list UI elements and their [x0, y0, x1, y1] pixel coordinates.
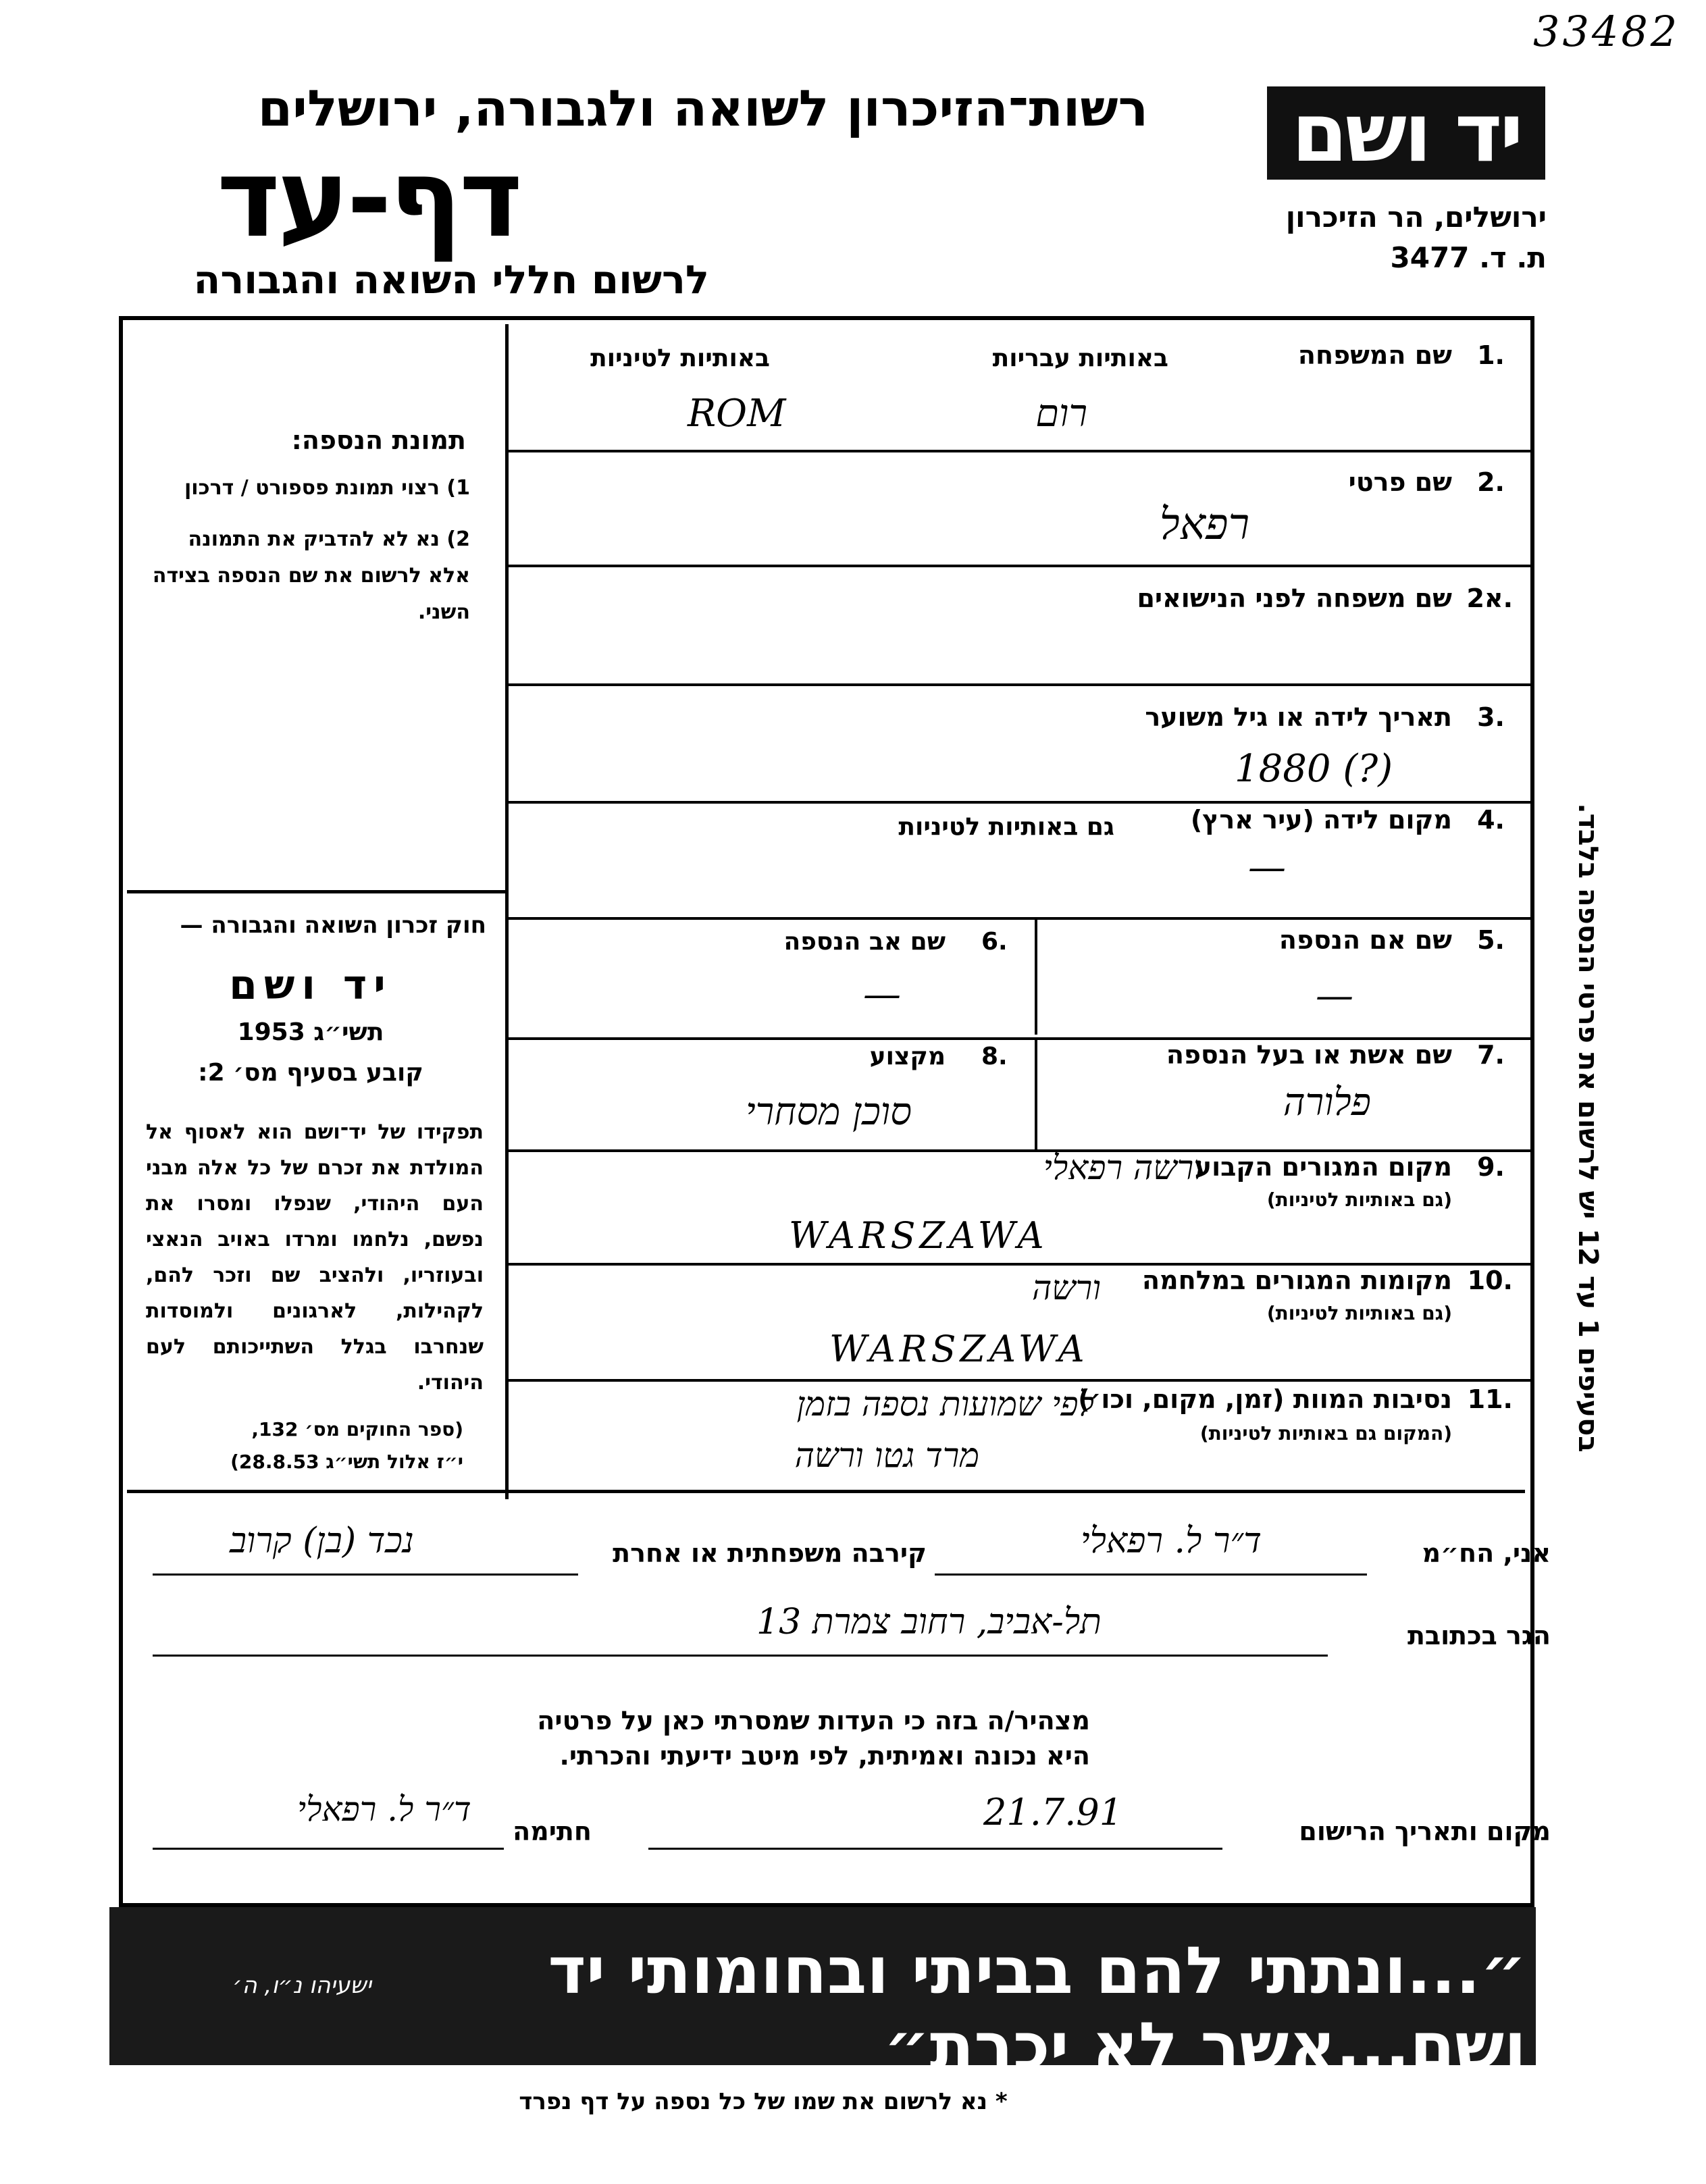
- wartime-residence-hebrew-value: ורשה: [1031, 1268, 1101, 1307]
- mother-name-label: שם אם הנספה: [1278, 925, 1452, 955]
- photo-instruction-1: 1) רצוי תמונת פספורט / דרכון: [184, 476, 470, 500]
- statement-line-1: מצהיר/ה בזה כי העדות שמסרתי כאן על פרטיה: [537, 1706, 1090, 1736]
- field-row-parents[interactable]: [505, 920, 1533, 1040]
- field-label: מקום לידה (עיר ארץ): [1190, 805, 1452, 835]
- field-row-birth-place[interactable]: [505, 804, 1533, 920]
- field-number: 1.: [1477, 340, 1505, 370]
- place-date-label: מקום ותאריך הרישום: [1299, 1817, 1551, 1846]
- family-name-hebrew-value: רום: [1035, 392, 1087, 436]
- field-row-spouse-profession[interactable]: [505, 1040, 1533, 1152]
- footer-note: * נא לרשום את שמו של כל נספה על דף נפרד: [519, 2088, 1008, 2115]
- field-row-family-name[interactable]: [505, 324, 1533, 452]
- declarant-label: אני, הח״מ: [1422, 1538, 1551, 1568]
- photo-instruction-2a: 2) נא לא להדביק את התמונה: [188, 527, 470, 551]
- field-label: תאריך לידה או גיל משוער: [1145, 702, 1452, 732]
- document-number: 33482: [1533, 7, 1680, 56]
- father-name-value: —: [863, 972, 901, 1016]
- column-divider-5-6: [1035, 920, 1037, 1035]
- field-row-first-name[interactable]: [505, 452, 1533, 567]
- permanent-residence-latin-value: WARSZAWA: [789, 1214, 1048, 1257]
- address-line-1: ירושלים, הר הזיכרון: [1285, 201, 1547, 234]
- side-note: [1551, 702, 1625, 1553]
- field-number-6: 6.: [981, 928, 1008, 956]
- field-label: שם משפחה לפני הנישואים: [1137, 583, 1452, 613]
- field-row-permanent-residence[interactable]: [505, 1148, 1533, 1266]
- field-number: 4.: [1477, 805, 1505, 835]
- first-name-value: רפאל: [1159, 500, 1249, 550]
- family-name-latin-value: ROM: [688, 392, 786, 436]
- photo-instruction-2b: אלא לרשום את שם הנספה בצידה: [152, 564, 470, 588]
- relation-value: נכד (בן) קרוב: [230, 1521, 414, 1561]
- law-name: יד ושם: [229, 962, 392, 1009]
- address-value: תל-אביב, רחוב צמרת 13: [756, 1602, 1102, 1642]
- field-note: (המקום גם באותיות לטיניות): [1199, 1422, 1452, 1445]
- left-column-divider: [127, 890, 505, 893]
- field-number: 2א.: [1466, 583, 1513, 613]
- field-row-death-circumstances[interactable]: [505, 1382, 1533, 1490]
- field-label: שם המשפחה: [1297, 340, 1452, 370]
- logo-address: [1209, 197, 1547, 278]
- banner-quote: ״...ונתתי להם בביתי ובחומותי יד ושם...אשר לא יכרת״: [548, 1933, 1526, 2084]
- death-circumstances-value-1: לפי שמועות נספה בזמן: [796, 1384, 1094, 1424]
- declarant-line[interactable]: [935, 1574, 1367, 1576]
- death-circumstances-value-2: מרד גטו ורשה: [794, 1436, 979, 1475]
- field-number: 3.: [1477, 702, 1505, 732]
- field-number: 2.: [1477, 467, 1505, 497]
- field-row-wartime-residence[interactable]: [505, 1266, 1533, 1382]
- relation-label: קירבה משפחתית או אחרת: [613, 1538, 927, 1568]
- field-number: 5.: [1477, 925, 1505, 955]
- place-date-line[interactable]: [648, 1848, 1222, 1850]
- latin-caption: באותיות לטיניות: [590, 344, 770, 372]
- mother-name-value: —: [1316, 974, 1353, 1018]
- signature-label: חתימה: [513, 1817, 592, 1846]
- address-label: הגר בכתובת: [1407, 1621, 1551, 1650]
- declaration-divider: [127, 1490, 1525, 1493]
- law-title: חוק זכרון השואה והגבורה —: [180, 912, 486, 939]
- field-label: מקומות המגורים במלחמה: [1141, 1266, 1452, 1295]
- hebrew-caption: באותיות עבריות: [992, 344, 1168, 372]
- field-number: 10.: [1467, 1266, 1513, 1295]
- relation-line[interactable]: [153, 1574, 578, 1576]
- latin-caption: גם באותיות לטיניות: [898, 813, 1114, 841]
- law-text: תפקידו של יד־ושם הוא לאסוף אל המולדת את זכרם של כל אלה מבני העם היהודי, שנפלו ומסרו את נפשם, נלחמו ומרדו באויב הנאצי ובעוזריו, ולהציב שם וזכר להם, לקהילות, לארגונים ולמוסדות שנחרבו בגלל השתייכותם לעם היהודי.: [146, 1120, 484, 1395]
- field-label: נסיבות המוות (זמן, מקום, וכו׳): [1078, 1384, 1452, 1414]
- page-subtitle: לרשום חללי השואה והגבורה: [193, 257, 709, 303]
- field-number-8: 8.: [981, 1043, 1008, 1070]
- field-number: 11.: [1467, 1384, 1513, 1414]
- birth-date-value: 1880 (?): [1235, 747, 1393, 791]
- field-row-maiden-name[interactable]: [505, 567, 1533, 686]
- field-number: 9.: [1477, 1152, 1505, 1182]
- law-source-1: (ספר החוקים מס׳ 132,: [251, 1418, 463, 1440]
- photo-instruction-2c: השני.: [417, 600, 470, 624]
- wartime-residence-latin-value: WARSZAWA: [829, 1328, 1089, 1370]
- field-note: (גם באותיות לטיניות): [1266, 1302, 1452, 1324]
- address-line-2: ת. ד. 3477: [1390, 241, 1547, 274]
- profession-label: מקצוע: [869, 1043, 946, 1070]
- side-note-text: בסעיפים 1 עד 12 יש לרשום את פרטי הנספה בלבד.: [1572, 803, 1603, 1453]
- place-date-value: 21.7.91: [983, 1791, 1123, 1834]
- field-note: (גם באותיות לטיניות): [1266, 1189, 1452, 1211]
- law-clause: קובע בסעיף מס׳ 2:: [198, 1059, 423, 1087]
- field-row-birth-date[interactable]: [505, 686, 1533, 804]
- column-divider-7-8: [1035, 1040, 1037, 1149]
- address-line[interactable]: [153, 1655, 1328, 1657]
- banner-source: ישעיהו נ״ו, ה׳: [232, 1972, 371, 1999]
- signature-value: ד״ר ל. רפאלי: [297, 1790, 471, 1829]
- field-label: שם פרטי: [1348, 467, 1452, 497]
- father-name-label: שם אב הנספה: [783, 928, 946, 956]
- statement-line-2: היא נכונה ואמיתית, לפי מיטב ידיעתי והכרתי.: [559, 1741, 1090, 1771]
- declarant-value: ד״ר ל. רפאלי: [1081, 1521, 1262, 1561]
- spouse-name-label: שם אשת או בעל הנספה: [1166, 1040, 1452, 1070]
- yad-vashem-logo: יד ושם: [1267, 86, 1545, 180]
- profession-value: סוכן מסחרי: [745, 1090, 912, 1134]
- law-source-2: י״ז אלול תשי״ג 28.8.53): [230, 1451, 463, 1473]
- field-label: מקום המגורים הקבוע: [1194, 1152, 1452, 1182]
- page-title: דף-עד: [216, 135, 520, 261]
- permanent-residence-hebrew-value: ורשה רפאלי: [1043, 1148, 1202, 1187]
- signature-line[interactable]: [153, 1848, 504, 1850]
- authority-title: רשות־הזיכרון לשואה ולגבורה, ירושלים: [257, 80, 1148, 138]
- photo-section-title: תמונת הנספה:: [291, 425, 466, 455]
- spouse-name-value: פלורה: [1283, 1081, 1371, 1124]
- law-year: תשי״ג 1953: [237, 1018, 384, 1046]
- birth-place-value: —: [1248, 846, 1286, 889]
- field-number: 7.: [1477, 1040, 1505, 1070]
